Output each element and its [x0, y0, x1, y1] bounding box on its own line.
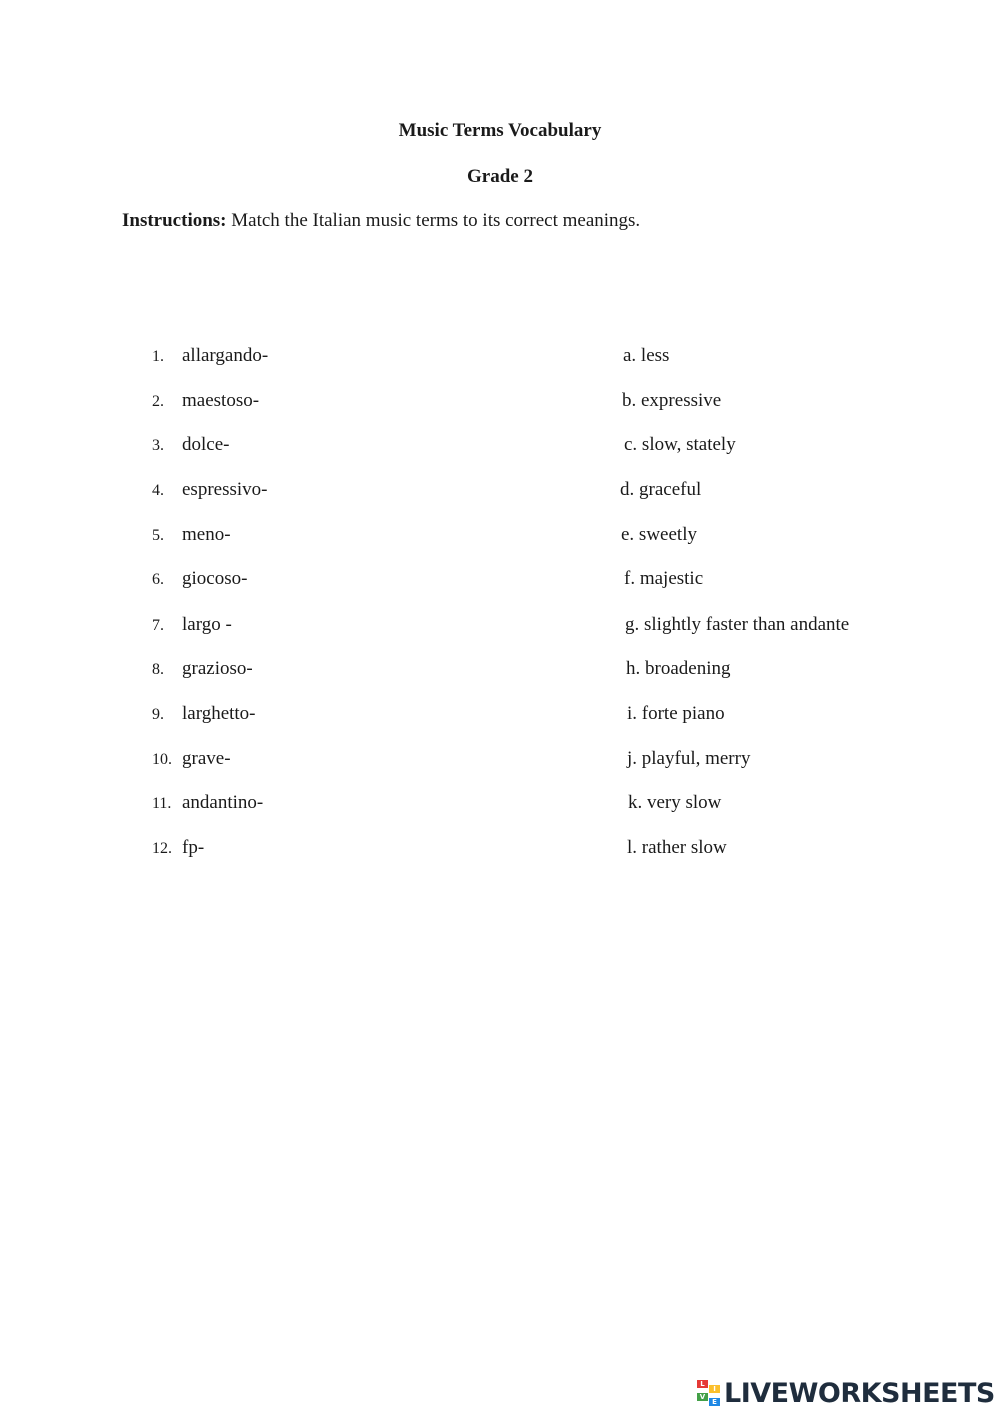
meaning-item[interactable]: a. less: [623, 345, 670, 366]
term-text: largo -: [182, 614, 232, 635]
meaning-item[interactable]: d. graceful: [620, 479, 702, 500]
term-number: 11.: [152, 795, 172, 812]
term-text: espressivo-: [182, 479, 268, 500]
logo-mark-e: E: [709, 1398, 720, 1406]
meaning-item[interactable]: j. playful, merry: [627, 748, 751, 769]
term-item[interactable]: [152, 567, 247, 591]
term-text: andantino-: [182, 792, 264, 813]
grade-heading: Grade 2: [467, 166, 533, 187]
liveworksheets-logo-icon: [697, 1380, 721, 1406]
term-number: 1.: [152, 348, 164, 365]
meaning-item[interactable]: b. expressive: [622, 390, 722, 411]
term-number: 10.: [152, 751, 172, 768]
instructions-label: Instructions:: [122, 210, 227, 231]
term-number: 12.: [152, 840, 172, 857]
meaning-item[interactable]: c. slow, stately: [624, 434, 736, 455]
term-number: 5.: [152, 527, 164, 544]
meaning-item[interactable]: g. slightly faster than andante: [625, 614, 850, 635]
meaning-item[interactable]: i. forte piano: [627, 703, 725, 724]
page-title: Music Terms Vocabulary: [398, 120, 602, 141]
logo-mark-i: I: [709, 1385, 720, 1393]
meaning-item[interactable]: k. very slow: [628, 792, 722, 813]
term-text: maestoso-: [182, 390, 260, 411]
term-text: grave-: [182, 748, 231, 769]
term-number: 4.: [152, 482, 164, 499]
term-text: giocoso-: [182, 568, 248, 589]
term-item[interactable]: [152, 523, 231, 547]
term-item[interactable]: [152, 613, 232, 637]
meaning-item[interactable]: f. majestic: [624, 568, 704, 589]
logo-mark-l: L: [697, 1380, 708, 1388]
term-item[interactable]: [152, 433, 229, 457]
term-text: allargando-: [182, 345, 269, 366]
term-text: fp-: [182, 837, 205, 858]
instructions: [122, 210, 640, 232]
meaning-item[interactable]: h. broadening: [626, 658, 731, 679]
term-item[interactable]: [152, 747, 231, 771]
term-number: 3.: [152, 437, 164, 454]
term-text: dolce-: [182, 434, 230, 455]
term-item[interactable]: [152, 389, 259, 413]
term-item[interactable]: [152, 836, 204, 860]
term-number: 8.: [152, 661, 164, 678]
liveworksheets-logo[interactable]: [697, 1378, 995, 1408]
term-item[interactable]: [152, 791, 263, 815]
liveworksheets-logo-text: LIVEWORKSHEETS: [724, 1377, 995, 1409]
meaning-item[interactable]: e. sweetly: [621, 524, 697, 545]
meaning-item[interactable]: l. rather slow: [627, 837, 727, 858]
term-item[interactable]: [152, 702, 256, 726]
term-text: larghetto-: [182, 703, 256, 724]
term-text: meno-: [182, 524, 231, 545]
instructions-text: Match the Italian music terms to its correct meanings.: [226, 210, 641, 231]
term-item[interactable]: [152, 478, 267, 502]
term-item[interactable]: [152, 657, 253, 681]
term-text: grazioso-: [182, 658, 253, 679]
term-item[interactable]: [152, 344, 268, 368]
logo-mark-v: V: [697, 1393, 708, 1401]
term-number: 2.: [152, 393, 164, 410]
term-number: 9.: [152, 706, 164, 723]
term-number: 7.: [152, 617, 164, 634]
term-number: 6.: [152, 571, 164, 588]
